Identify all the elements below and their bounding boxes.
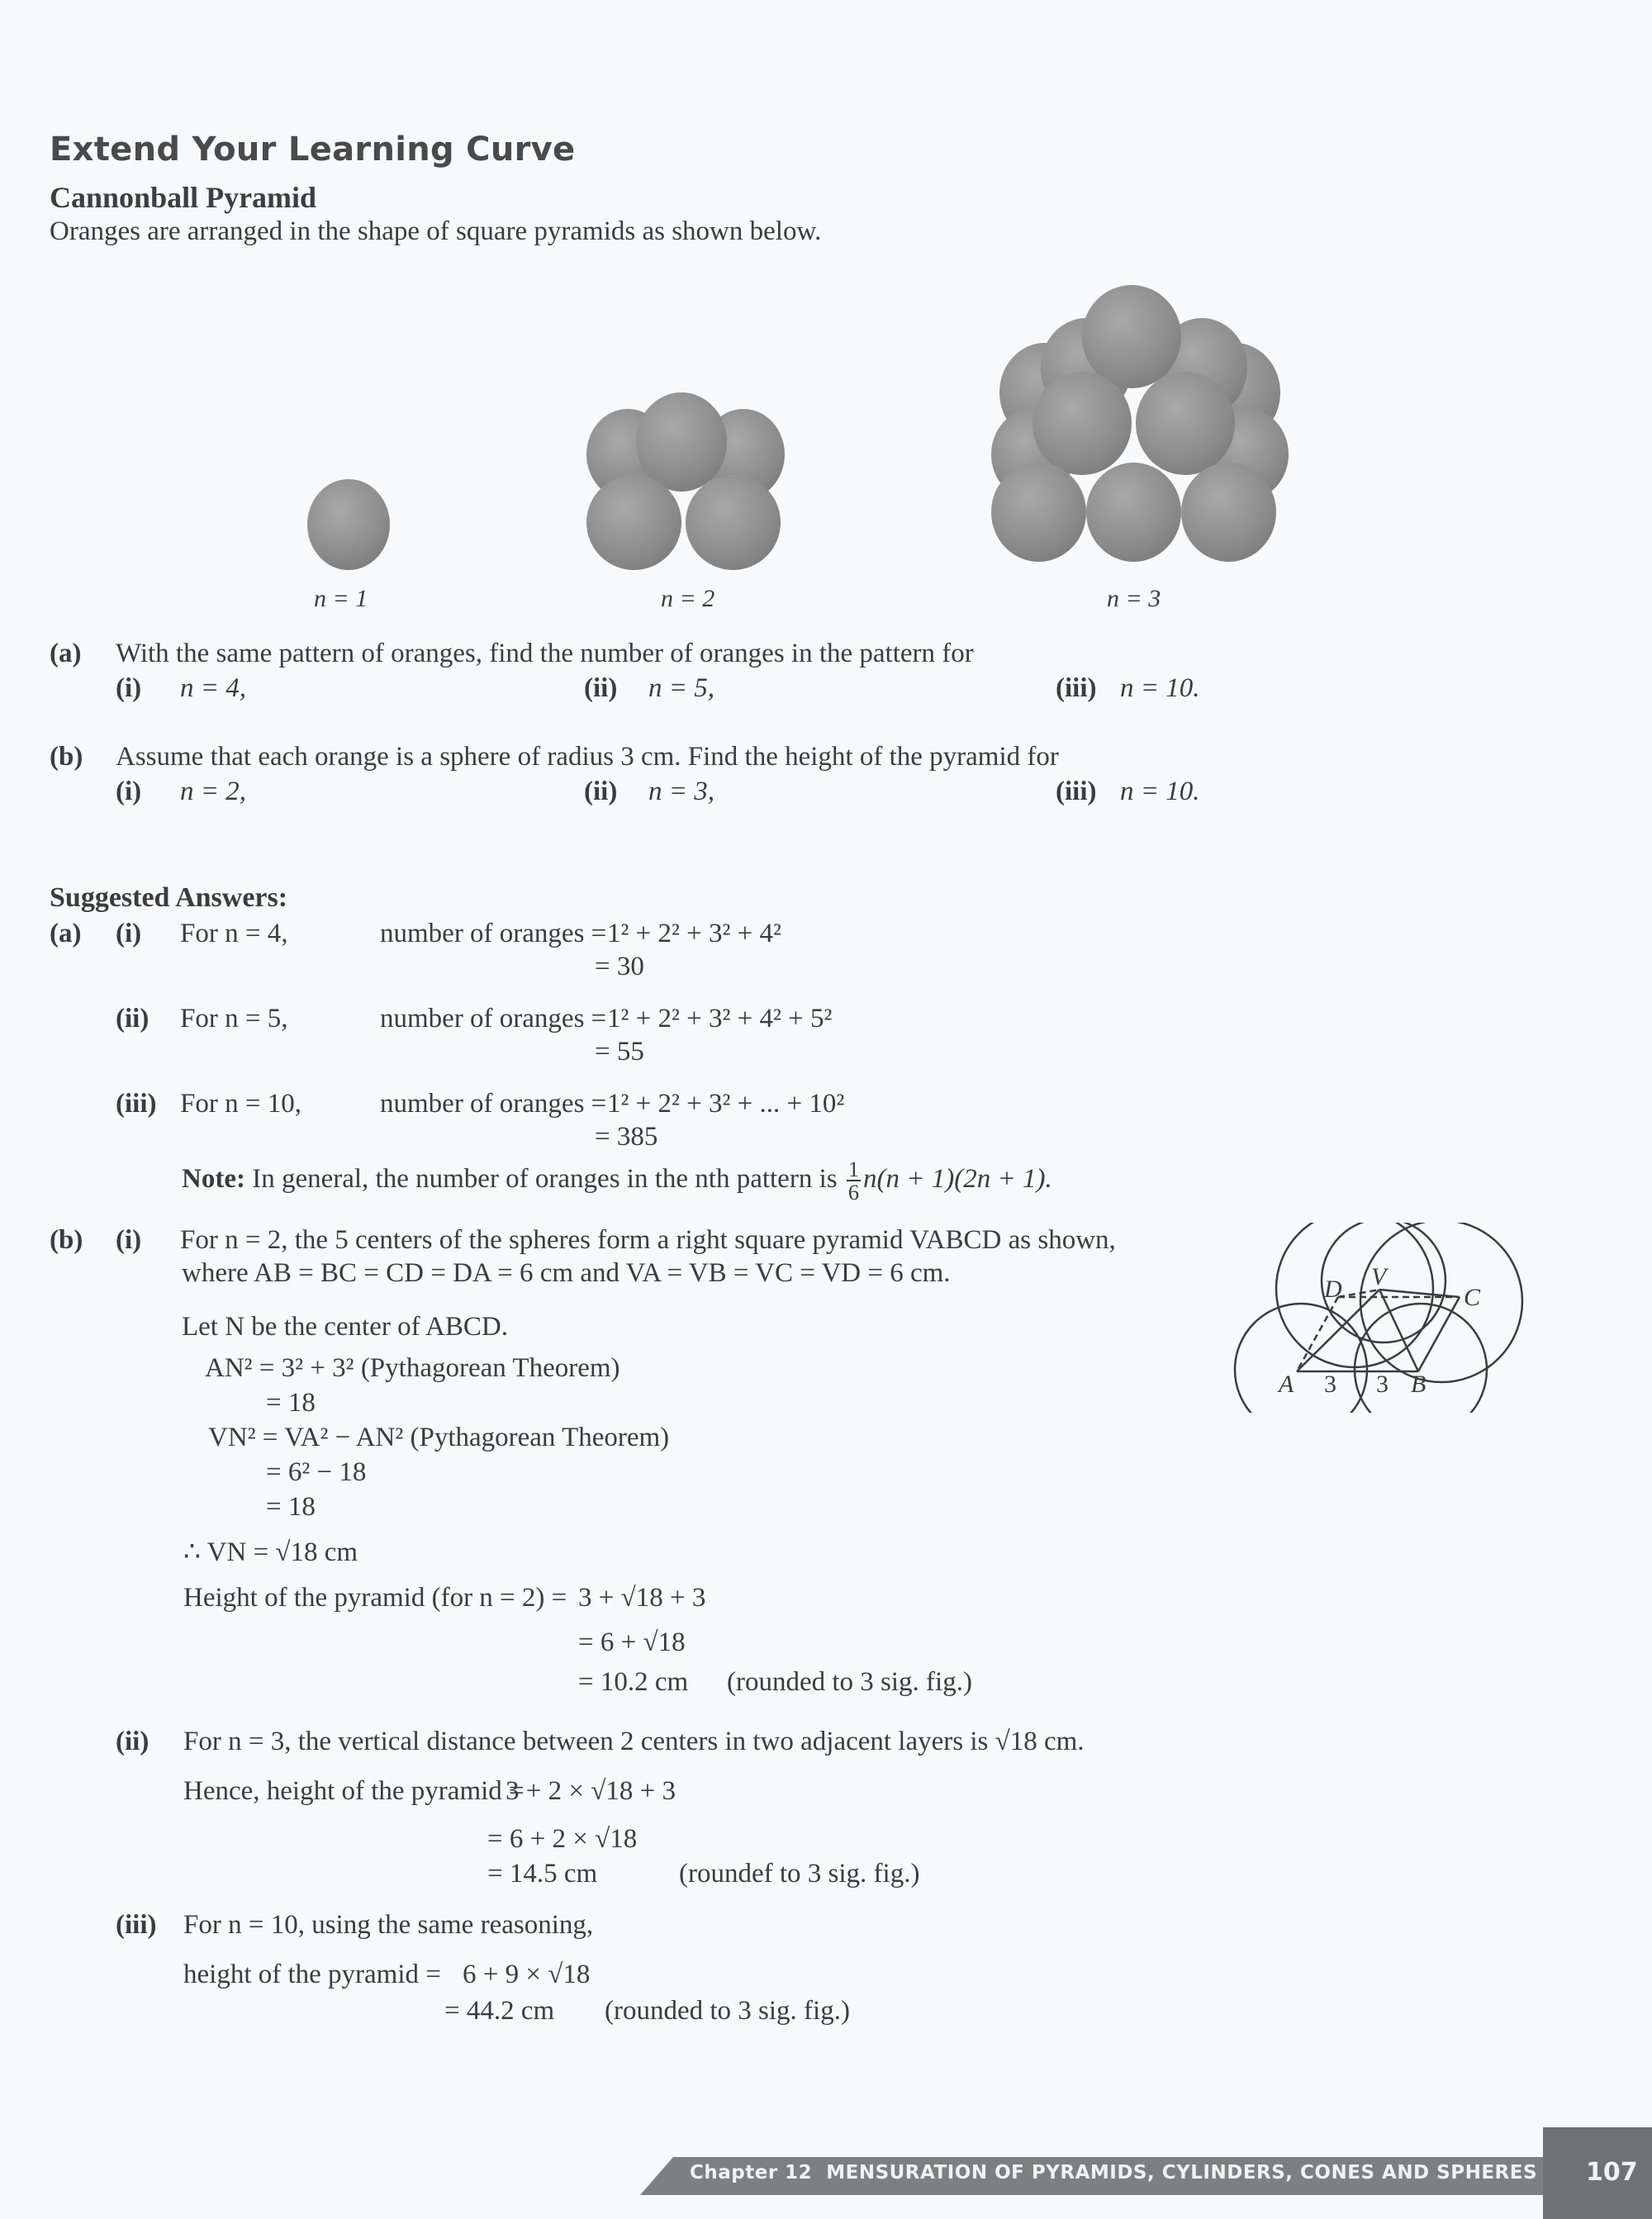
answer-a-i-expr: 1² + 2² + 3² + 4² (607, 919, 781, 948)
intro-text: Oranges are arranged in the shape of square pyramids as shown below. (50, 216, 822, 246)
question-a-part-ii-num: (ii) (584, 673, 618, 703)
note-text: In general, the number of oranges in the nth pattern is (252, 1163, 838, 1194)
step-6: ∴ VN = √18 cm (183, 1537, 358, 1567)
pyramid-spheres-diagram (1222, 1223, 1536, 1413)
step-2: = 18 (266, 1388, 316, 1418)
height-b-iii-lhs: height of the pyramid = (183, 1960, 441, 1989)
question-a-part-i-value: n = 4, (180, 673, 247, 703)
height-b-iii-result: = 44.2 cm (444, 1996, 555, 2026)
figure-n3 (991, 285, 1280, 566)
orange-image (636, 392, 727, 492)
answer-a-iii-expr: 1² + 2² + 3² + ... + 10² (607, 1089, 845, 1119)
answers-b-label: (b) (50, 1225, 83, 1255)
orange-image (586, 475, 681, 570)
figure-label-n2: n = 2 (661, 585, 715, 612)
question-a-part-ii-value: n = 5, (648, 673, 715, 703)
figure-label-n1: n = 1 (314, 585, 368, 612)
step-1: AN² = 3² + 3² (Pythagorean Theorem) (205, 1353, 620, 1383)
figure-label-n3: n = 3 (1107, 585, 1161, 612)
step-3: VN² = VA² − AN² (Pythagorean Theorem) (208, 1423, 670, 1452)
height-b-i-expr2: = 6 + √18 (578, 1627, 686, 1657)
footer-chapter (690, 2162, 1537, 2183)
answer-b-i-num: (i) (116, 1225, 142, 1255)
height-b-iii-note: (rounded to 3 sig. fig.) (605, 1996, 850, 2026)
question-b-part-ii-value: n = 3, (648, 777, 715, 806)
label-b: B (1411, 1371, 1427, 1398)
question-a-part-i-num: (i) (116, 673, 142, 703)
note-label: Note: (182, 1163, 245, 1194)
answer-a-note (182, 1158, 1052, 1204)
sphere-a (1235, 1304, 1367, 1413)
question-b-part-ii-num: (ii) (584, 777, 618, 806)
orange-image (686, 475, 781, 570)
answer-a-i-num: (i) (116, 919, 142, 948)
question-b-part-i-num: (i) (116, 777, 142, 806)
orange-image (991, 463, 1086, 562)
figure-n2 (586, 392, 785, 570)
orange-image (1082, 285, 1181, 388)
question-a-part-iii-value: n = 10. (1120, 673, 1200, 703)
answer-a-i-result: = 30 (595, 952, 644, 981)
orange-image (1136, 372, 1235, 475)
answer-a-ii-for: For n = 5, (180, 1004, 288, 1033)
answers-title: Suggested Answers: (50, 882, 288, 913)
orange-image (1086, 463, 1181, 562)
chapter-title: MENSURATION OF PYRAMIDS, CYLINDERS, CONES AND SPHERES (826, 2162, 1538, 2183)
question-b-part-i-value: n = 2, (180, 777, 247, 806)
answer-a-iii-result: = 385 (595, 1122, 658, 1152)
answer-a-i-for: For n = 4, (180, 919, 288, 948)
answer-a-iii-for: For n = 10, (180, 1089, 301, 1119)
height-b-ii-lhs: Hence, height of the pyramid = (183, 1776, 525, 1806)
answer-b-ii-line1: For n = 3, the vertical distance between 2 centers in two adjacent layers is √18 cm. (183, 1727, 1085, 1756)
answer-a-iii-lhs: number of oranges = (380, 1089, 607, 1119)
answers-a-label: (a) (50, 919, 82, 948)
step-4: = 6² − 18 (266, 1457, 367, 1487)
question-a-part-iii-num: (iii) (1056, 673, 1097, 703)
height-b-iii-expr1: 6 + 9 × √18 (463, 1960, 591, 1989)
note-fraction: $\frac{1}{6}$ (847, 1157, 860, 1205)
height-b-ii-expr1: 3 + 2 × √18 + 3 (506, 1776, 676, 1806)
question-a-text: With the same pattern of oranges, find the number of oranges in the pattern for (116, 639, 974, 668)
orange-image (307, 479, 390, 570)
answer-b-i-line1: For n = 2, the 5 centers of the spheres form a right square pyramid VABCD as shown, (180, 1225, 1116, 1255)
height-b-i-expr1: 3 + √18 + 3 (578, 1583, 706, 1613)
question-b-text: Assume that each orange is a sphere of radius 3 cm. Find the height of the pyramid for (116, 742, 1059, 772)
step-5: = 18 (266, 1492, 316, 1522)
answer-b-iii-num: (iii) (116, 1910, 157, 1940)
answer-b-i-line3: Let N be the center of ABCD. (182, 1312, 508, 1342)
answer-a-ii-lhs: number of oranges = (380, 1004, 607, 1033)
height-b-ii-result: = 14.5 cm (487, 1859, 598, 1889)
label-d: D (1324, 1276, 1342, 1303)
answer-b-i-line2: where AB = BC = CD = DA = 6 cm and VA = VB = VC = VD = 6 cm. (182, 1258, 951, 1288)
height-b-i-note: (rounded to 3 sig. fig.) (727, 1667, 972, 1697)
chapter-number: Chapter 12 (690, 2162, 813, 2183)
height-b-i-result: = 10.2 cm (578, 1667, 689, 1697)
answer-a-iii-num: (iii) (116, 1089, 157, 1119)
question-a-label: (a) (50, 639, 82, 668)
label-v: V (1371, 1263, 1387, 1290)
question-b-part-iii-value: n = 10. (1120, 777, 1200, 806)
section-heading: Extend Your Learning Curve (50, 131, 576, 169)
answer-b-iii-line1: For n = 10, using the same reasoning, (183, 1910, 594, 1940)
label-ab-half-1: 3 (1324, 1371, 1336, 1398)
page-number: 107 (1586, 2158, 1638, 2187)
label-ab-half-2: 3 (1376, 1371, 1389, 1398)
question-b-label: (b) (50, 742, 83, 772)
height-b-i-lhs: Height of the pyramid (for n = 2) = (183, 1583, 567, 1613)
note-formula: n(n + 1)(2n + 1). (863, 1163, 1052, 1194)
question-b-part-iii-num: (iii) (1056, 777, 1097, 806)
orange-image (1032, 372, 1132, 475)
answer-a-i-lhs: number of oranges = (380, 919, 607, 948)
figure-n1 (307, 479, 390, 570)
label-a: A (1279, 1371, 1294, 1398)
label-c: C (1464, 1284, 1481, 1311)
subheading: Cannonball Pyramid (50, 181, 317, 214)
orange-image (1181, 463, 1276, 562)
answer-a-ii-expr: 1² + 2² + 3² + 4² + 5² (607, 1004, 833, 1033)
answer-b-ii-num: (ii) (116, 1727, 150, 1756)
answer-a-ii-result: = 55 (595, 1037, 644, 1067)
height-b-ii-expr2: = 6 + 2 × √18 (487, 1824, 638, 1854)
height-b-ii-note: (roundef to 3 sig. fig.) (679, 1859, 920, 1889)
answer-a-ii-num: (ii) (116, 1004, 150, 1033)
